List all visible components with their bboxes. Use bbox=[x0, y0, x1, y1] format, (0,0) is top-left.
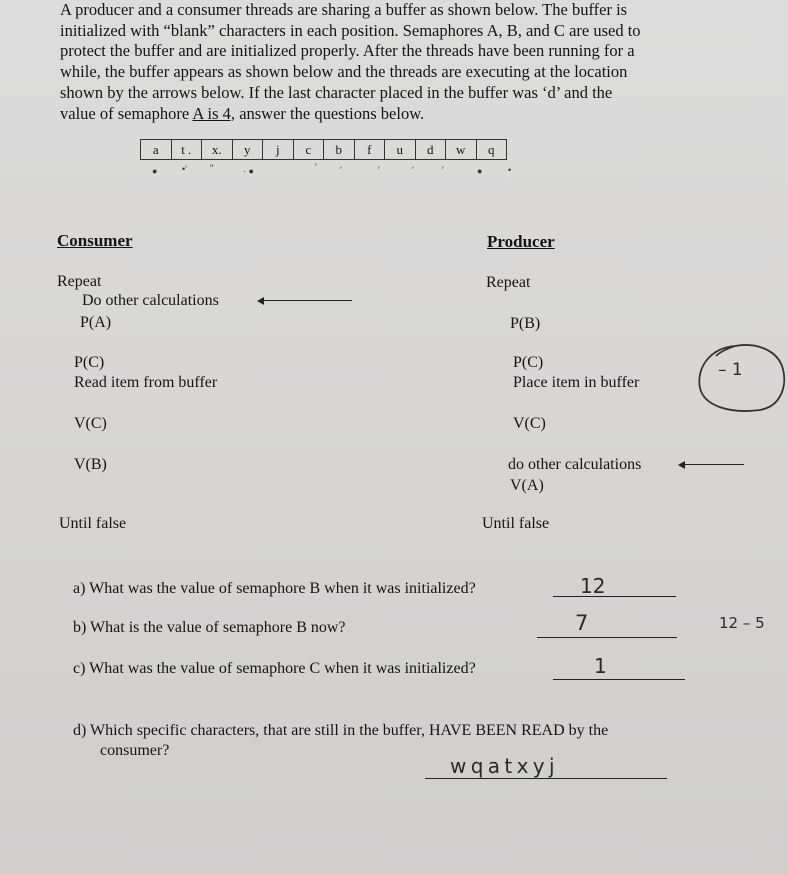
buffer-cell: j bbox=[263, 140, 294, 160]
question-c: c) What was the value of semaphore C when it was initialized? bbox=[73, 660, 476, 677]
producer-heading: Producer bbox=[487, 232, 555, 251]
answer-c: 1 bbox=[594, 654, 607, 678]
pencil-marks: ● •′ ′′ · ● ′ ′ ′ ′ ′ ● • bbox=[152, 162, 512, 176]
consumer-p-a: P(A) bbox=[80, 314, 112, 331]
producer-p-c: P(C) bbox=[513, 354, 544, 371]
producer-do-other: do other calculations bbox=[508, 456, 642, 473]
buffer-cell: y bbox=[232, 140, 263, 160]
producer-v-a: V(A) bbox=[510, 477, 544, 494]
consumer-do-other: Do other calculations bbox=[82, 292, 219, 309]
buffer-table bbox=[140, 139, 507, 160]
answer-line-b bbox=[537, 637, 677, 638]
answer-line-d bbox=[425, 778, 667, 779]
question-b: b) What is the value of semaphore B now? bbox=[73, 619, 346, 636]
consumer-read: Read item from buffer bbox=[74, 374, 218, 391]
answer-b-note: 12 – 5 bbox=[719, 614, 765, 632]
consumer-v-b: V(B) bbox=[74, 456, 107, 473]
producer-p-b: P(B) bbox=[510, 315, 541, 332]
consumer-p-c: P(C) bbox=[74, 354, 105, 371]
buffer-cell: d bbox=[415, 140, 446, 160]
producer-v-c: V(C) bbox=[513, 415, 546, 432]
consumer-location-arrow bbox=[257, 296, 352, 306]
producer-until: Until false bbox=[482, 515, 550, 532]
consumer-until: Until false bbox=[59, 515, 127, 532]
buffer-cell: x. bbox=[202, 140, 233, 160]
question-d-continued: consumer? bbox=[100, 742, 170, 759]
buffer-cell: t . bbox=[171, 140, 202, 160]
intro-line: A producer and a consumer threads are sharing a buffer as shown below. The buffer is bbox=[60, 0, 628, 19]
question-d: d) Which specific characters, that are still in the buffer, HAVE BEEN READ by the bbox=[73, 722, 609, 739]
intro-line: while, the buffer appears as shown below and the threads are executing at the location bbox=[60, 62, 628, 82]
producer-repeat: Repeat bbox=[486, 274, 531, 291]
answer-a: 12 bbox=[580, 574, 606, 598]
intro-line: initialized with “blank” characters in each position. Semaphores A, B, and C are used to bbox=[60, 20, 641, 40]
buffer-cell: w bbox=[446, 140, 477, 160]
intro-line: protect the buffer and are initialized properly. After the threads have been running for a bbox=[60, 41, 635, 61]
consumer-heading: Consumer bbox=[57, 231, 133, 250]
handwritten-note: – 1 bbox=[718, 360, 743, 380]
answer-line-a bbox=[553, 596, 676, 597]
consumer-repeat: Repeat bbox=[57, 273, 102, 290]
answer-d: w q a t x y j bbox=[450, 754, 554, 778]
intro-text: value of semaphore bbox=[60, 103, 193, 123]
answer-b: 7 bbox=[575, 611, 589, 635]
intro-line bbox=[60, 104, 760, 125]
answer-line-c bbox=[553, 679, 685, 680]
buffer-cell: f bbox=[354, 140, 385, 160]
handwritten-circle bbox=[690, 340, 788, 420]
buffer-cell: q bbox=[476, 140, 507, 160]
producer-location-arrow bbox=[678, 460, 744, 470]
question-a: a) What was the value of semaphore B when it was initialized? bbox=[73, 580, 476, 597]
producer-place: Place item in buffer bbox=[513, 374, 640, 391]
buffer-cell: c bbox=[293, 140, 324, 160]
buffer-cell: u bbox=[385, 140, 416, 160]
consumer-v-c: V(C) bbox=[74, 415, 107, 432]
buffer-cell: b bbox=[324, 140, 355, 160]
buffer-cell: a bbox=[141, 140, 172, 160]
underlined-text: A is 4, bbox=[192, 103, 236, 123]
intro-line: shown by the arrows below. If the last character placed in the buffer was ‘d’ and the bbox=[60, 82, 613, 102]
intro-text: answer the questions below. bbox=[235, 103, 425, 123]
problem-statement bbox=[60, 0, 760, 124]
